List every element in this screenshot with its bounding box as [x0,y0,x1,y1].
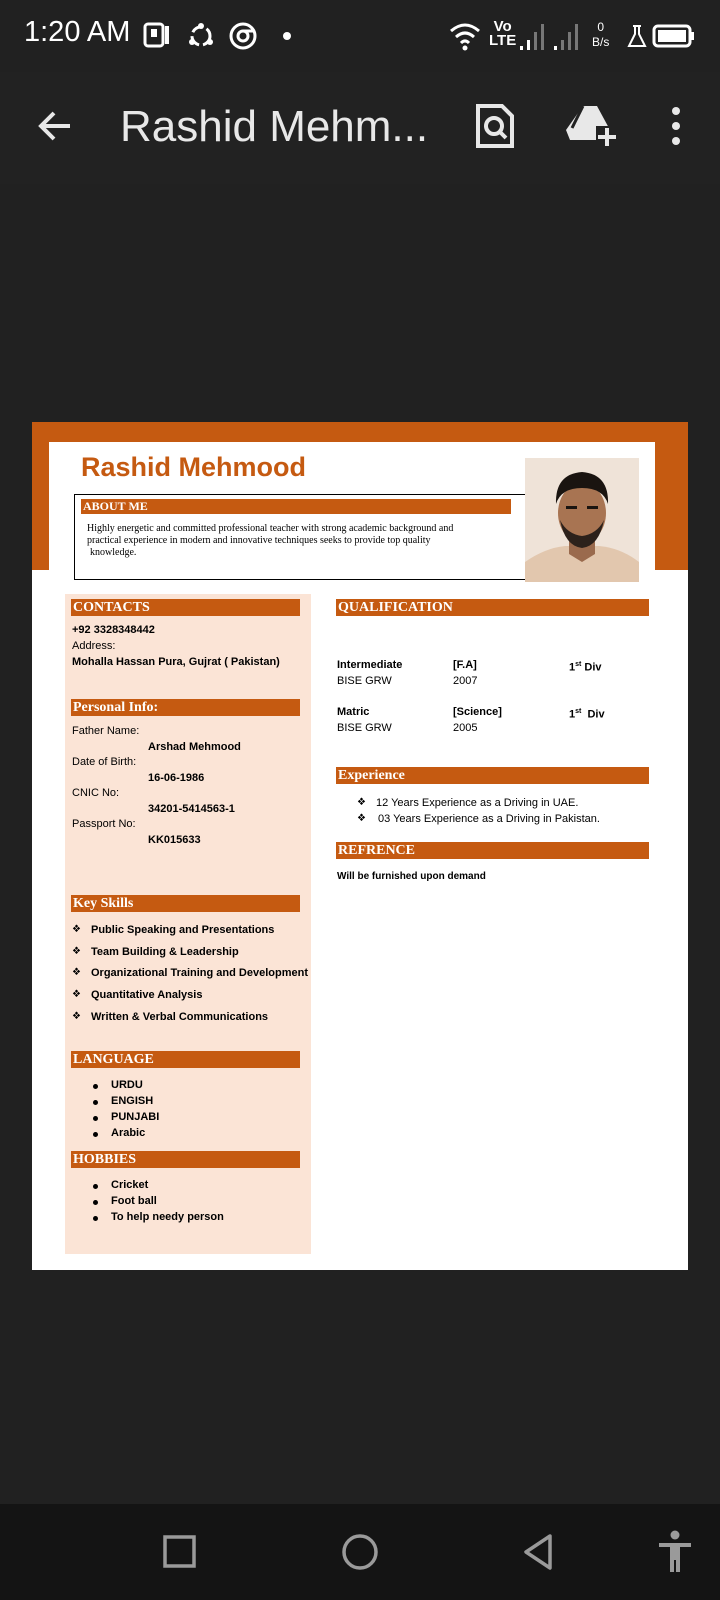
contacts-heading: CONTACTS [71,599,300,616]
app-bar [0,72,720,184]
contact-phone: +92 3328348442 [72,624,155,636]
chrome-icon [228,18,258,54]
signal-icon [552,18,582,54]
profile-photo [525,458,639,582]
status-time: 1:20 AM [24,16,131,48]
bullet-dot-icon [93,1184,98,1189]
volte-bottom: LTE [489,32,517,49]
diamond-bullet-icon: ❖ [357,813,366,824]
home-circle-icon[interactable] [335,1526,385,1578]
diamond-bullet-icon: ❖ [72,1011,81,1022]
dot-icon [272,18,302,54]
passport-label: Passport No: [72,818,136,830]
qual-division [569,658,602,675]
pdf-app-icon [142,18,172,54]
qual-board: BISE GRW [337,675,392,687]
qual-division-text: Div [584,661,602,674]
resume-name: Rashid Mehmood [81,452,307,482]
skills-heading: Key Skills [71,895,300,912]
qualification-heading: QUALIFICATION [336,599,649,616]
address-label: Address: [72,640,116,652]
battery-icon [652,18,696,54]
skill-item: Team Building & Leadership [91,946,239,958]
language-item: PUNJABI [111,1111,160,1123]
reference-text: Will be furnished upon demand [337,871,486,882]
more-vert-icon[interactable] [654,98,698,154]
diamond-bullet-icon: ❖ [72,989,81,1000]
skill-item: Organizational Training and Development [91,967,308,979]
hobby-item: Cricket [111,1179,149,1191]
hobbies-heading: HOBBIES [71,1151,300,1168]
back-arrow-icon[interactable] [32,98,80,154]
father-label: Father Name: [72,725,140,737]
volte-top: Vo [493,18,512,35]
diamond-bullet-icon: ❖ [72,946,81,957]
language-item: ENGISH [111,1095,154,1107]
qual-group: [Science] [453,706,502,718]
battery-saver-icon [626,18,648,54]
reference-heading: REFRENCE [336,842,649,859]
status-bar [0,0,720,72]
diamond-bullet-icon: ❖ [72,967,81,978]
sync-icon [186,18,216,54]
signal-icon [518,18,548,54]
language-item: URDU [111,1079,143,1091]
net-speed-unit: B/s [592,35,610,49]
skill-item: Written & Verbal Communications [91,1011,269,1023]
passport-value: KK015633 [148,834,201,846]
bullet-dot-icon [93,1200,98,1205]
about-line-2: practical experience in modern and innovative techniques seeks to provide top quality [87,535,431,546]
bullet-dot-icon [93,1116,98,1121]
navigation-bar [0,1504,720,1600]
experience-heading: Experience [336,767,649,784]
back-triangle-icon[interactable] [515,1526,565,1578]
about-line-3: knowledge. [90,547,137,558]
bullet-dot-icon [93,1132,98,1137]
experience-item: 03 Years Experience as a Driving in Pakistan. [378,813,600,825]
qual-division-num: 1 [569,708,576,721]
father-value: Arshad Mehmood [148,741,241,753]
skill-item: Quantitative Analysis [91,989,203,1001]
accessibility-icon[interactable] [650,1526,700,1578]
hobby-item: To help needy person [111,1211,224,1223]
search-document-icon[interactable] [472,98,520,154]
qual-group: [F.A] [453,659,477,671]
qual-division-text: Div [587,708,605,721]
net-speed [592,20,609,50]
qual-division-num: 1 [569,661,576,674]
dob-value: 16-06-1986 [148,772,205,784]
wifi-icon [448,18,482,54]
document-title: Rashid Mehm... [120,102,429,151]
bullet-dot-icon [93,1216,98,1221]
cnic-value: 34201-5414563-1 [148,803,235,815]
qual-year: 2007 [453,675,478,687]
drive-add-icon[interactable] [566,98,618,154]
qual-level: Intermediate [337,659,403,671]
language-item: Arabic [111,1127,146,1139]
qual-division-sup: st [575,708,582,715]
experience-item: 12 Years Experience as a Driving in UAE. [376,797,579,809]
language-heading: LANGUAGE [71,1051,300,1068]
net-speed-value: 0 [597,20,605,34]
contact-address: Mohalla Hassan Pura, Gujrat ( Pakistan) [72,656,280,668]
about-section [74,494,548,580]
bullet-dot-icon [93,1084,98,1089]
qual-division-sup: st [575,661,582,668]
qual-year: 2005 [453,722,478,734]
about-line-1: Highly energetic and committed professional teacher with strong academic background and [87,523,454,534]
resume-page[interactable] [32,422,688,1270]
bullet-dot-icon [93,1100,98,1105]
recents-square-icon[interactable] [155,1526,205,1578]
volte-indicator [489,20,516,48]
personal-heading: Personal Info: [71,699,300,716]
dob-label: Date of Birth: [72,756,137,768]
about-text [87,523,487,559]
cnic-label: CNIC No: [72,787,120,799]
diamond-bullet-icon: ❖ [357,797,366,808]
qual-level: Matric [337,706,370,718]
qual-board: BISE GRW [337,722,392,734]
hobby-item: Foot ball [111,1195,157,1207]
qual-division [569,705,605,722]
about-heading: ABOUT ME [81,499,511,514]
diamond-bullet-icon: ❖ [72,924,81,935]
skill-item: Public Speaking and Presentations [91,924,275,936]
